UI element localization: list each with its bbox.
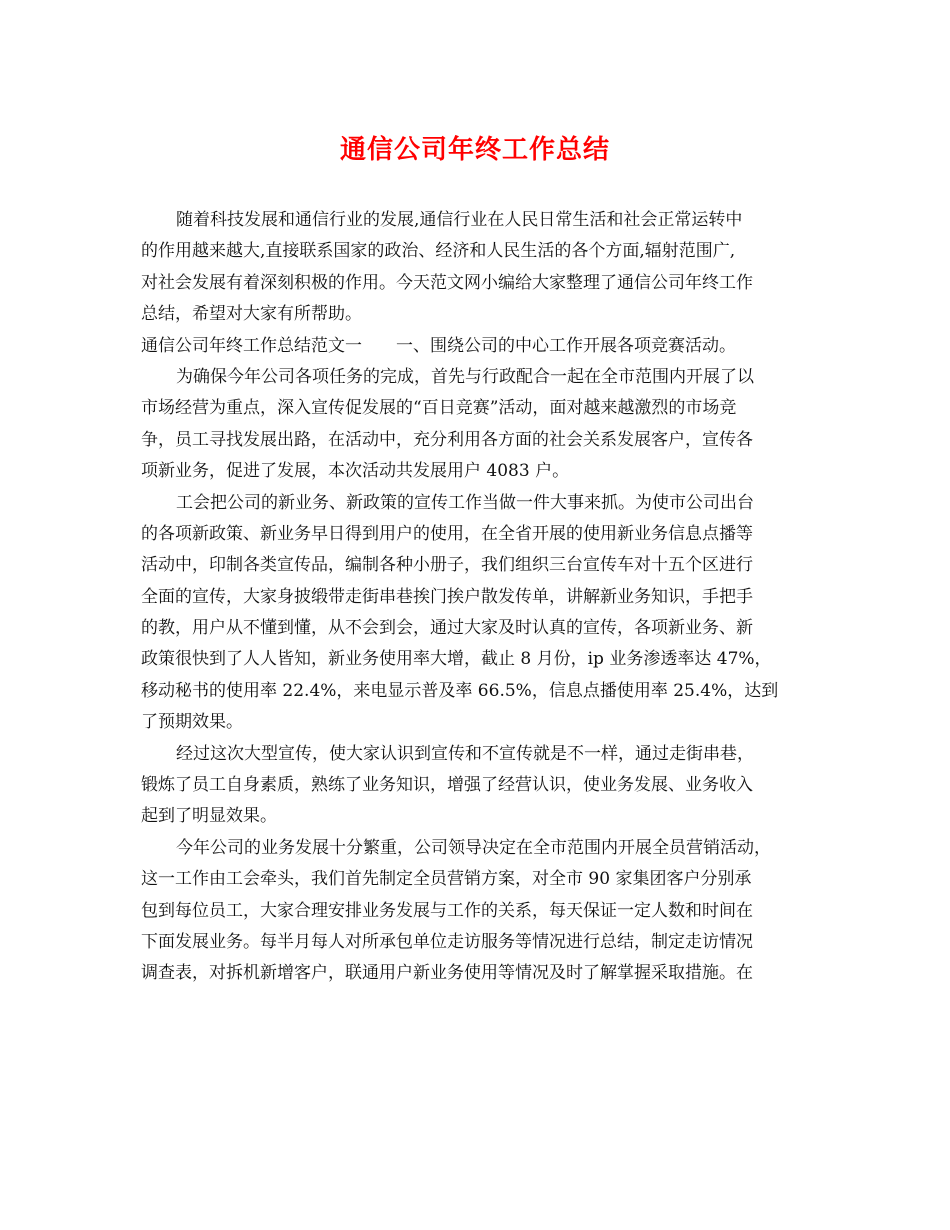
text-line: 全面的宣传，大家身披缎带走街串巷挨门挨户散发传单，讲解新业务知识，手把手 xyxy=(141,586,753,607)
text-line: 活动中，印制各类宣传品，编制各种小册子，我们组织三台宣传车对十五个区进行 xyxy=(141,555,753,576)
text-line: 总结，希望对大家有所帮助。 xyxy=(141,304,362,325)
text-line: 工会把公司的新业务、新政策的宣传工作当做一件大事来抓。为使市公司出台 xyxy=(176,492,754,513)
text-line: 对社会发展有着深刻积极的作用。今天范文网小编给大家整理了通信公司年终工作 xyxy=(141,272,753,293)
text-line: 为确保今年公司各项任务的完成，首先与行政配合一起在全市范围内开展了以 xyxy=(176,366,754,387)
text-line: 市场经营为重点，深入宣传促发展的“百日竞赛”活动，面对越来越激烈的市场竞 xyxy=(141,398,737,419)
text-line: 了预期效果。 xyxy=(141,712,243,733)
document-title: 通信公司年终工作总结 xyxy=(339,135,610,165)
text-line: 下面发展业务。每半月每人对所承包单位走访服务等情况进行总结，制定走访情况 xyxy=(141,931,753,952)
text-line: 包到每位员工，大家合理安排业务发展与工作的关系，每天保证一定人数和时间在 xyxy=(141,900,753,921)
text-line: 调查表，对拆机新增客户，联通用户新业务使用等情况及时了解掌握采取措施。在 xyxy=(141,963,753,984)
text-line: 起到了明显效果。 xyxy=(141,806,277,827)
text-line: 的各项新政策、新业务早日得到用户的使用，在全省开展的使用新业务信息点播等 xyxy=(141,523,753,544)
text-line: 的教，用户从不懂到懂，从不会到会，通过大家及时认真的宣传，各项新业务、新 xyxy=(141,618,753,639)
text-line: 今年公司的业务发展十分繁重，公司领导决定在全市范围内开展全员营销活动， xyxy=(176,837,771,858)
text-line: 争，员工寻找发展出路，在活动中，充分利用各方面的社会关系发展客户，宣传各 xyxy=(141,429,753,450)
text-line: 锻炼了员工自身素质，熟练了业务知识，增强了经营认识，使业务发展、业务收入 xyxy=(141,775,753,796)
text-line: 随着科技发展和通信行业的发展,通信行业在人民日常生活和社会正常运转中 xyxy=(176,210,743,230)
document-body xyxy=(141,205,821,990)
text-line: 移动秘书的使用率 22.4%，来电显示普及率 66.5%，信息点播使用率 25.4%，达到 xyxy=(141,680,779,701)
text-line: 的作用越来越大,直接联系国家的政治、经济和人民生活的各个方面,辐射范围广, xyxy=(141,241,736,262)
text-line: 政策很快到了人人皆知，新业务使用率大增，截止 8 月份，ip 业务渗透率达 47%， xyxy=(141,649,772,670)
text-line: 经过这次大型宣传，使大家认识到宣传和不宣传就是不一样，通过走街串巷， xyxy=(176,743,754,764)
text-line: 项新业务，促进了发展，本次活动共发展用户 4083 户。 xyxy=(141,461,570,482)
text-line: 通信公司年终工作总结范文一 一、围绕公司的中心工作开展各项竞赛活动。 xyxy=(141,335,736,356)
text-line: 这一工作由工会牵头，我们首先制定全员营销方案，对全市 90 家集团客户分别承 xyxy=(141,869,752,890)
